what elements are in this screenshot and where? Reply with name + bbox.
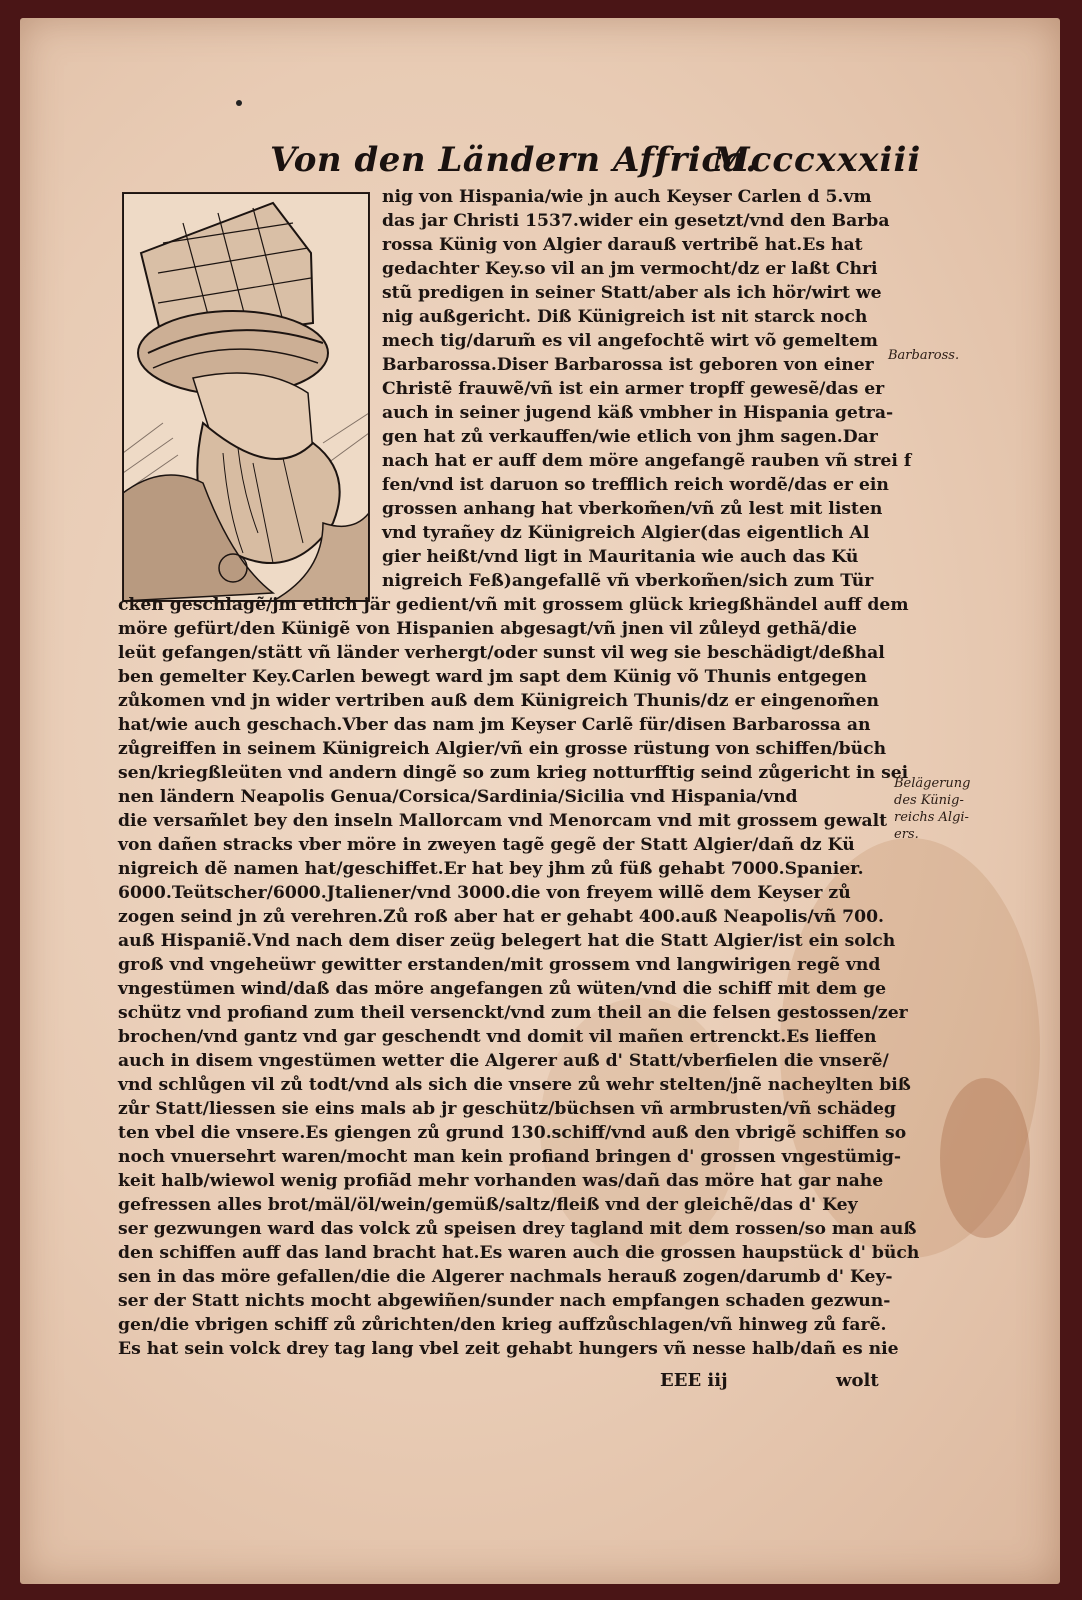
text-line: zůr Statt/liessen sie eins mals ab jr geschütz/büchsen vñ armbrusten/vñ schädeg [118,1099,896,1119]
text-line: ser gezwungen ward das volck zů speisen drey tagland mit dem rossen/so man auß [118,1219,917,1239]
text-line: sen/kriegßleüten vnd andern dingẽ so zum krieg notturfftig seind zůgericht in sei [118,763,909,783]
text-line: vnd tyrañey dz Künigreich Algier(das eigentlich Al [382,523,870,543]
text-line: stũ predigen in seiner Statt/aber als ich hör/wirt we [382,283,882,303]
text-line: ben gemelter Key.Carlen bewegt ward jm sapt dem Künig võ Thunis entgegen [118,667,867,687]
margin-note-barbarossa: Barbaross. [888,348,960,363]
text-line: Christẽ frauwẽ/vñ ist ein armer tropff gewesẽ/das er [382,379,885,399]
barbarossa-woodcut-portrait [122,192,370,602]
page-title: Von den Ländern Affrica. [270,140,758,180]
text-line: rossa Künig von Algier darauß vertribẽ hat.Es hat [382,235,863,255]
text-line: ten vbel die vnsere.Es giengen zů grund 130.schiff/vnd auß den vbrigẽ schiffen so [118,1123,907,1143]
text-line: vngestümen wind/daß das möre angefangen zů wüten/vnd die schiff mit dem ge [118,979,887,999]
margin-note-line: des Künig- [894,793,964,808]
text-line: sen in das möre gefallen/die die Algerer nachmals herauß zogen/darumb d' Key- [118,1267,893,1287]
text-line: zogen seind jn zů verehren.Zů roß aber hat er gehabt 400.auß Neapolis/vñ 700. [118,907,885,927]
text-line: mech tig/darum̃ es vil angefochtẽ wirt võ gemeltem [382,331,878,351]
text-line: gier heißt/vnd ligt in Mauritania wie auch das Kü [382,547,859,567]
signature-mark: EEE iij [660,1370,728,1391]
margin-note-line: ers. [894,827,919,842]
text-line: nach hat er auff dem möre angefangẽ rauben vñ strei f [382,451,912,471]
margin-note-line: reichs Algi- [894,810,969,825]
text-line: nig von Hispania/wie jn auch Keyser Carlen d 5.vm [382,187,872,207]
text-line: gen hat zů verkauffen/wie etlich von jhm sagen.Dar [382,427,878,447]
text-line: gefressen alles brot/mäl/öl/wein/gemüß/saltz/fleiß vnd der gleichẽ/das d' Key [118,1195,858,1215]
text-line: das jar Christi 1537.wider ein gesetzt/vnd den Barba [382,211,890,231]
catchword: wolt [836,1370,879,1391]
text-line: die versam̃let bey den inseln Mallorcam vnd Menorcam vnd mit grossem gewalt [118,811,888,831]
text-line: gen/die vbrigen schiff zů zůrichten/den krieg auffzůschlagen/vñ hinweg zů farẽ. [118,1315,887,1335]
text-line: brochen/vnd gantz vnd gar geschendt vnd domit vil mañen ertrenckt.Es lieffen [118,1027,877,1047]
text-line: ser der Statt nichts mocht abgewiñen/sunder nach empfangen schaden gezwun- [118,1291,891,1311]
text-line: 6000.Teütscher/6000.Jtaliener/vnd 3000.die von freyem willẽ dem Keyser zů [118,883,851,903]
text-line: auß Hispaniẽ.Vnd nach dem diser zeüg belegert hat die Statt Algier/ist ein solch [118,931,896,951]
text-line: grossen anhang hat vberkom̃en/vñ zů lest mit listen [382,499,883,519]
text-line: keit halb/wiewol wenig profiãd mehr vorhanden was/dañ das möre hat gar nahe [118,1171,884,1191]
text-line: cken geschlagẽ/jm etlich jär gedient/vñ mit grossem glück kriegßhändel auff dem [118,595,909,615]
text-line: hat/wie auch geschach.Vber das nam jm Keyser Carlẽ für/disen Barbarossa an [118,715,871,735]
text-line: zůkomen vnd jn wider vertriben auß dem Künigreich Thunis/dz er eingenom̃en [118,691,880,711]
text-line: möre gefürt/den Künigẽ von Hispanien abgesagt/vñ jnen vil zůleyd gethã/die [118,619,857,639]
text-line: nigreich dẽ namen hat/geschiffet.Er hat bey jhm zů füß gehabt 7000.Spanier. [118,859,864,879]
text-line: vnd schlůgen vil zů todt/vnd als sich die vnsere zů wehr stelten/jnẽ nacheylten biß [118,1075,911,1095]
text-line: von dañen stracks vber möre in zweyen tagẽ gegẽ der Statt Algier/dañ dz Kü [118,835,855,855]
text-line: zůgreiffen in seinem Künigreich Algier/vñ ein grosse rüstung von schiffen/büch [118,739,887,759]
text-line: nig außgericht. Diß Künigreich ist nit starck noch [382,307,868,327]
folio-number: Mcccxxxiii [712,140,922,180]
text-line: gedachter Key.so vil an jm vermocht/dz er laßt Chri [382,259,878,279]
margin-note-line: Belägerung [894,776,971,791]
text-line: auch in disem vngestümen wetter die Algerer auß d' Statt/vberfielen die vnserẽ/ [118,1051,889,1071]
text-line: fen/vnd ist daruon so trefflich reich wordẽ/das er ein [382,475,889,495]
text-line: nen ländern Neapolis Genua/Corsica/Sardinia/Sicilia vnd Hispania/vnd [118,787,798,807]
printer-dot [236,100,242,106]
text-line: Barbarossa.Diser Barbarossa ist geboren von einer [382,355,874,375]
portrait-illustration [123,193,369,601]
text-line: Es hat sein volck drey tag lang vbel zeit gehabt hungers vñ nesse halb/dañ es nie [118,1339,899,1359]
text-line: noch vnuersehrt waren/mocht man kein profiand bringen d' grossen vngestümig- [118,1147,902,1167]
text-line: leüt gefangen/stätt vñ länder verhergt/oder sunst vil weg sie beschädigt/deßhal [118,643,885,663]
text-line: den schiffen auff das land bracht hat.Es waren auch die grossen haupstück d' büch [118,1243,920,1263]
text-line: auch in seiner jugend käß vmbher in Hispania getra- [382,403,894,423]
text-line: schütz vnd profiand zum theil versenckt/vnd zum theil an die felsen gestossen/zer [118,1003,908,1023]
text-line: nigreich Feß)angefallẽ vñ vberkom̃en/sich zum Tür [382,571,874,591]
text-line: groß vnd vngeheüwr gewitter erstanden/mit grossem vnd langwirigen regẽ vnd [118,955,881,975]
